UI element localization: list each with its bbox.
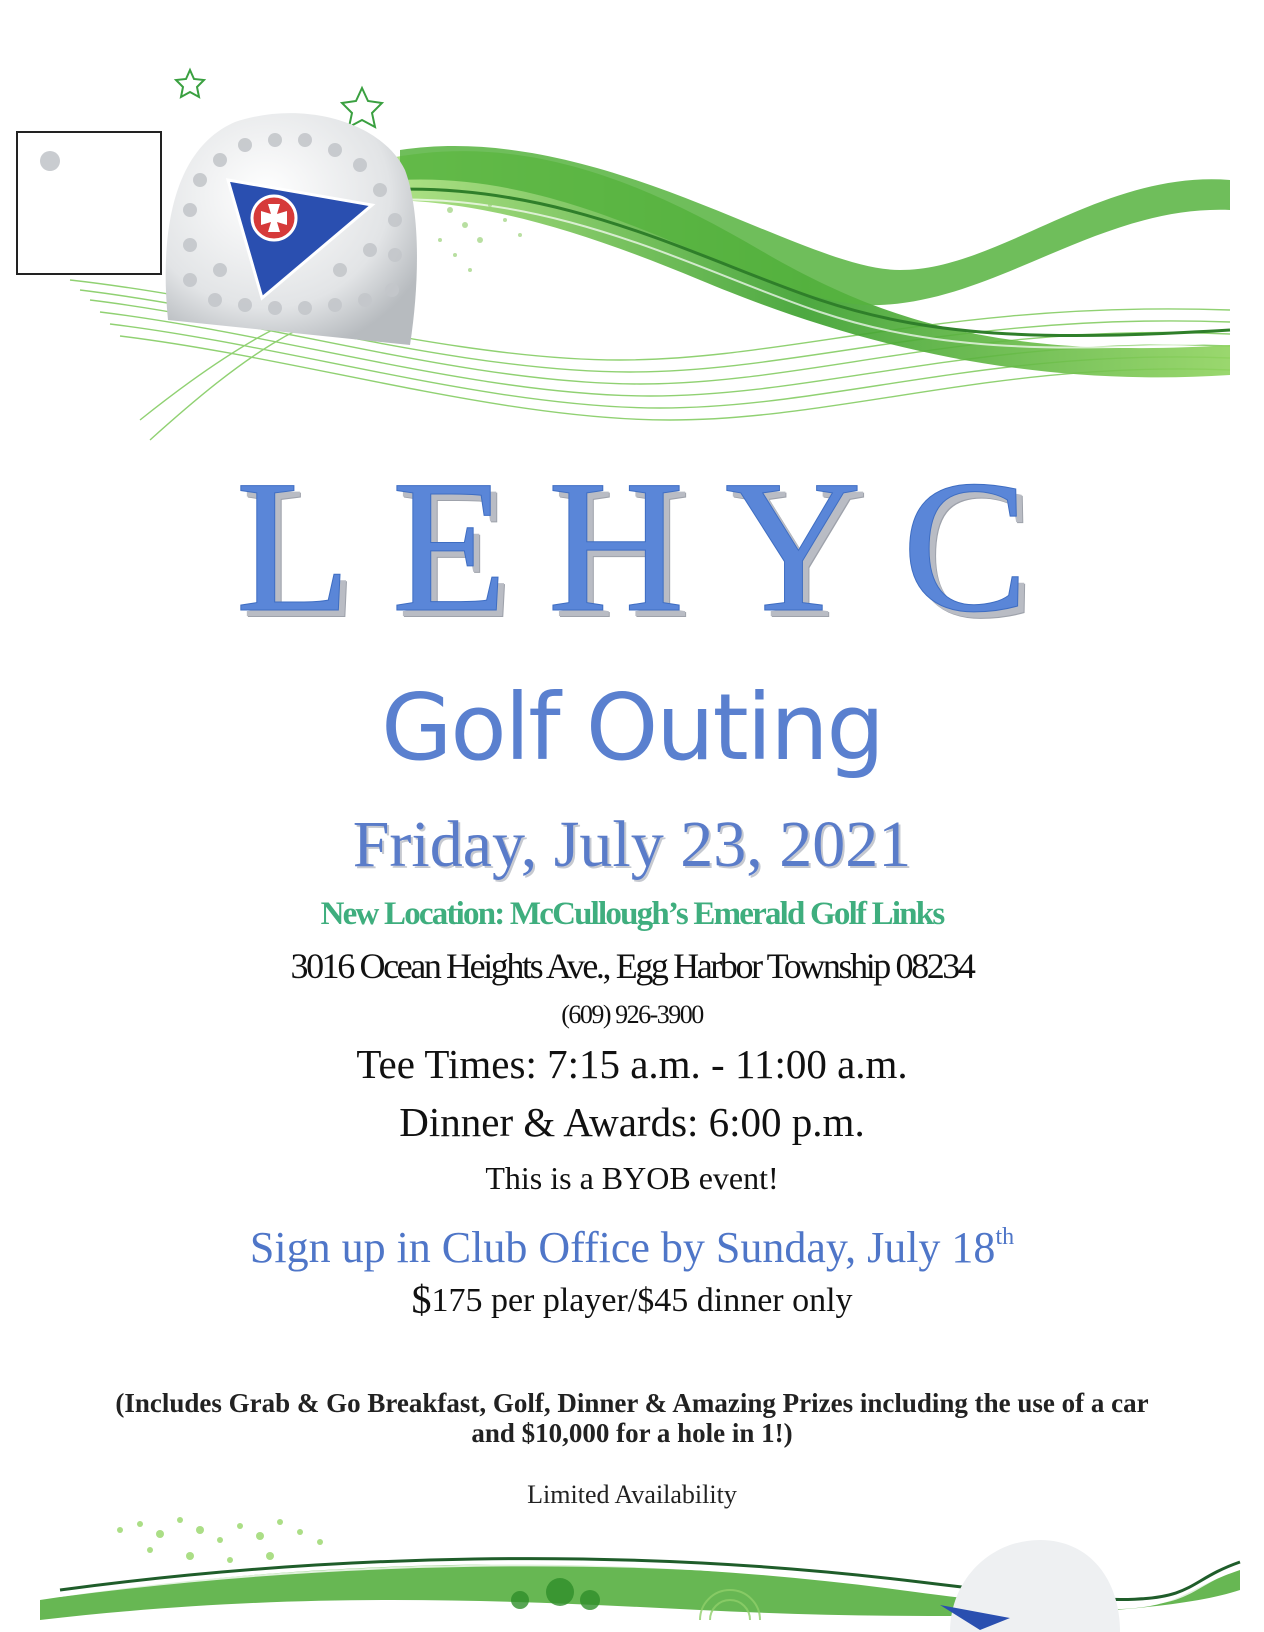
logo-placeholder-box <box>16 131 162 275</box>
price-symbol: $ <box>411 1277 432 1322</box>
event-address: 3016 Ocean Heights Ave., Egg Harbor Township 08234 <box>290 946 974 986</box>
price-text: 175 per player/$45 dinner only <box>431 1282 853 1319</box>
includes-note <box>0 1388 1264 1448</box>
golf-ball-icon <box>32 143 72 183</box>
signup-deadline <box>0 1222 1264 1273</box>
byob-note: This is a BYOB event! <box>485 1160 779 1196</box>
dinner-awards: Dinner & Awards: 6:00 p.m. <box>399 1099 865 1145</box>
flyer-subtitle: Golf Outing <box>381 674 883 781</box>
flyer-title: LEHYC <box>235 442 1069 652</box>
signup-text: Sign up in Club Office by Sunday, July 18 <box>249 1223 996 1272</box>
includes-line-2: and $10,000 for a hole in 1!) <box>471 1418 793 1448</box>
price-info <box>0 1277 1264 1329</box>
signup-suffix: th <box>995 1224 1015 1250</box>
event-location: New Location: McCullough’s Emerald Golf Links <box>320 896 944 932</box>
footer-wave-art <box>0 1500 1264 1632</box>
limited-availability: Limited Availability <box>527 1480 737 1509</box>
header-wave-art <box>0 0 1264 460</box>
event-phone: (609) 926-3900 <box>561 1000 703 1029</box>
event-date: Friday, July 23, 2021 <box>352 808 912 881</box>
includes-line-1: (Includes Grab & Go Breakfast, Golf, Dinner & Amazing Prizes including the use of a car <box>115 1388 1149 1418</box>
tee-times: Tee Times: 7:15 a.m. - 11:00 a.m. <box>356 1041 908 1087</box>
